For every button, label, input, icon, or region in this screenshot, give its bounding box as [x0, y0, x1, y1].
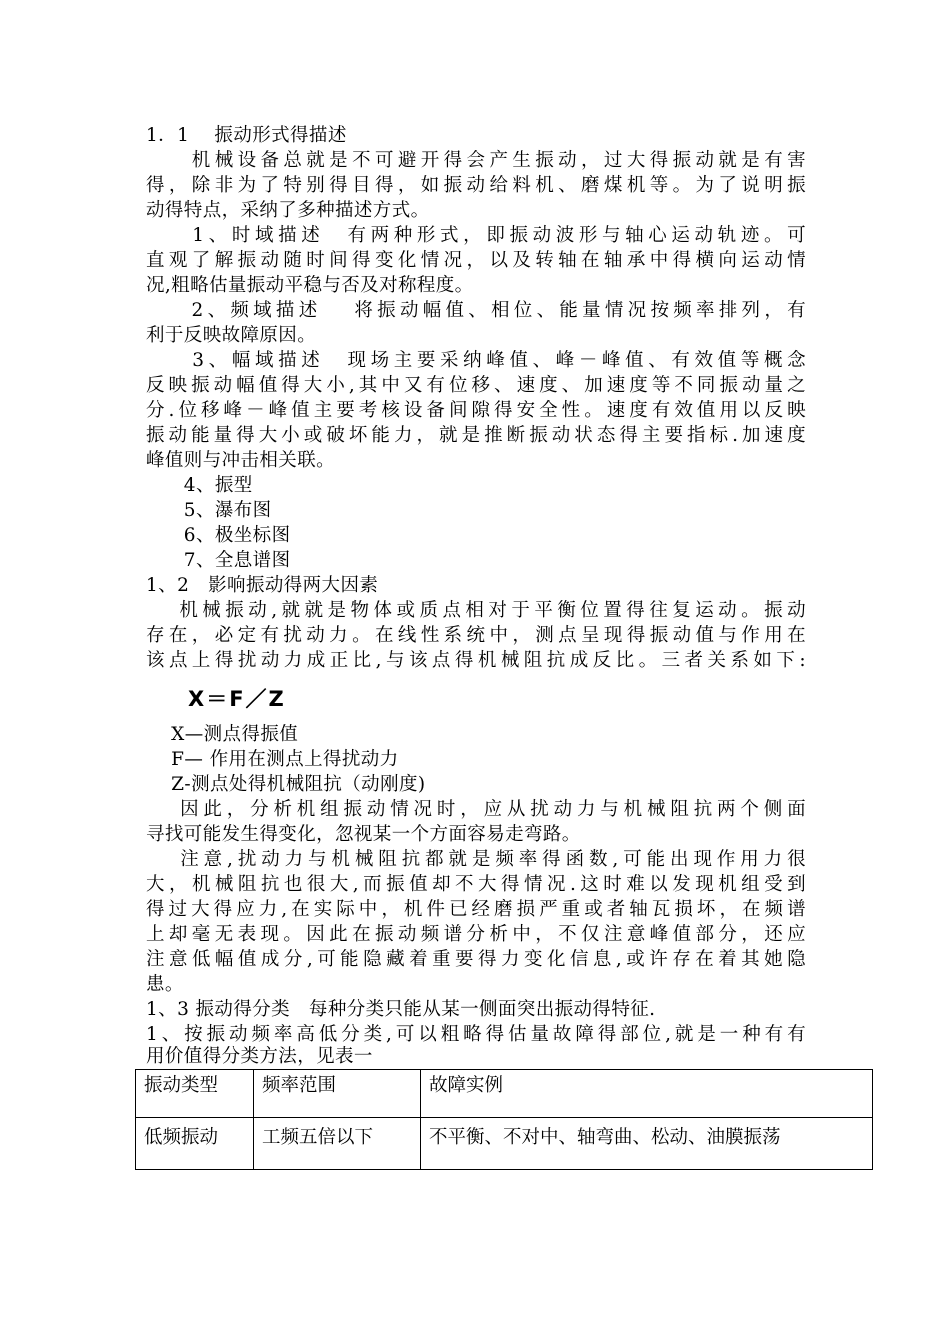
- paragraph-line: 上却毫无表现。因此在振动频谱分析中，不仅注意峰值部分，还应: [146, 924, 806, 945]
- paragraph-line: 寻找可能发生得变化，忽视某一个方面容易走弯路。: [146, 824, 581, 845]
- paragraph-line: 机械振动,就就是物体或质点相对于平衡位置得往复运动。振动: [146, 600, 806, 621]
- formula: X＝F／Z: [188, 687, 286, 711]
- paragraph-line: 峰值则与冲击相关联。: [146, 450, 336, 471]
- paragraph-line: 注意低幅值成分,可能隐藏着重要得力变化信息,或许存在着其她隐: [146, 949, 806, 970]
- paragraph-line: 存在，必定有扰动力。在线性系统中，测点呈现得振动值与作用在: [146, 625, 806, 646]
- paragraph-line: 况,粗略估量振动平稳与否及对称程度。: [146, 275, 474, 296]
- paragraph-line: 用价值得分类方法，见表一: [146, 1046, 373, 1067]
- table-cell: 不平衡、不对中、轴弯曲、松动、油膜振荡: [421, 1118, 873, 1170]
- heading-1-3: 1、3 振动得分类 每种分类只能从某一侧面突出振动得特征.: [146, 999, 656, 1020]
- paragraph-line: 患。: [146, 974, 184, 995]
- table-cell: 工频五倍以下: [254, 1118, 421, 1170]
- table-header-cell: 频率范围: [254, 1070, 421, 1118]
- paragraph-line: 因此，分析机组振动情况时，应从扰动力与机械阻抗两个侧面: [146, 799, 806, 820]
- heading-1-1: 1．1 振动形式得描述: [146, 125, 347, 146]
- table-cell: 低频振动: [136, 1118, 254, 1170]
- list-item: 7、全息谱图: [146, 550, 291, 571]
- paragraph-line: 2、频域描述 将振动幅值、相位、能量情况按频率排列，有: [146, 300, 806, 321]
- paragraph-line: 1、按振动频率高低分类,可以粗略得估量故障得部位,就是一种有有: [146, 1024, 806, 1045]
- heading-1-2: 1、2 影响振动得两大因素: [146, 575, 379, 596]
- table-header-row: [136, 1070, 873, 1118]
- paragraph-line: 分.位移峰－峰值主要考核设备间隙得安全性。速度有效值用以反映: [146, 400, 806, 421]
- paragraph-line: 该点上得扰动力成正比,与该点得机械阻抗成反比。三者关系如下:: [146, 650, 806, 671]
- list-item: 4、振型: [146, 475, 253, 496]
- table-header-cell: 振动类型: [136, 1070, 254, 1118]
- paragraph-line: 得，除非为了特别得目得，如振动给料机、磨煤机等。为了说明振: [146, 175, 806, 196]
- paragraph-line: 得过大得应力,在实际中，机件已经磨损严重或者轴瓦损坏，在频谱: [146, 899, 806, 920]
- formula-legend-z: Z-测点处得机械阻抗（动刚度): [146, 774, 426, 795]
- paragraph-line: 直观了解振动随时间得变化情况，以及转轴在轴承中得横向运动情: [146, 250, 806, 271]
- paragraph-line: 反映振动幅值得大小,其中又有位移、速度、加速度等不同振动量之: [146, 375, 806, 396]
- paragraph-line: 振动能量得大小或破坏能力，就是推断振动状态得主要指标.加速度: [146, 425, 806, 446]
- paragraph-line: 利于反映故障原因。: [146, 325, 317, 346]
- formula-legend-f: F— 作用在测点上得扰动力: [146, 749, 399, 770]
- list-item: 5、瀑布图: [146, 500, 272, 521]
- paragraph-line: 机械设备总就是不可避开得会产生振动，过大得振动就是有害: [146, 150, 806, 171]
- paragraph-line: 动得特点，采纳了多种描述方式。: [146, 200, 430, 221]
- paragraph-line: 3、幅域描述 现场主要采纳峰值、峰－峰值、有效值等概念: [146, 350, 806, 371]
- paragraph-line: 1、时域描述 有两种形式，即振动波形与轴心运动轨迹。可: [146, 225, 806, 246]
- list-item: 6、极坐标图: [146, 525, 291, 546]
- table-header-cell: 故障实例: [421, 1070, 873, 1118]
- formula-legend-x: X—测点得振值: [146, 724, 299, 745]
- table-row: [136, 1118, 873, 1170]
- paragraph-line: 注意,扰动力与机械阻抗都就是频率得函数,可能出现作用力很: [146, 849, 806, 870]
- vibration-classification-table: [135, 1069, 873, 1170]
- paragraph-line: 大，机械阻抗也很大,而振值却不大得情况.这时难以发现机组受到: [146, 874, 806, 895]
